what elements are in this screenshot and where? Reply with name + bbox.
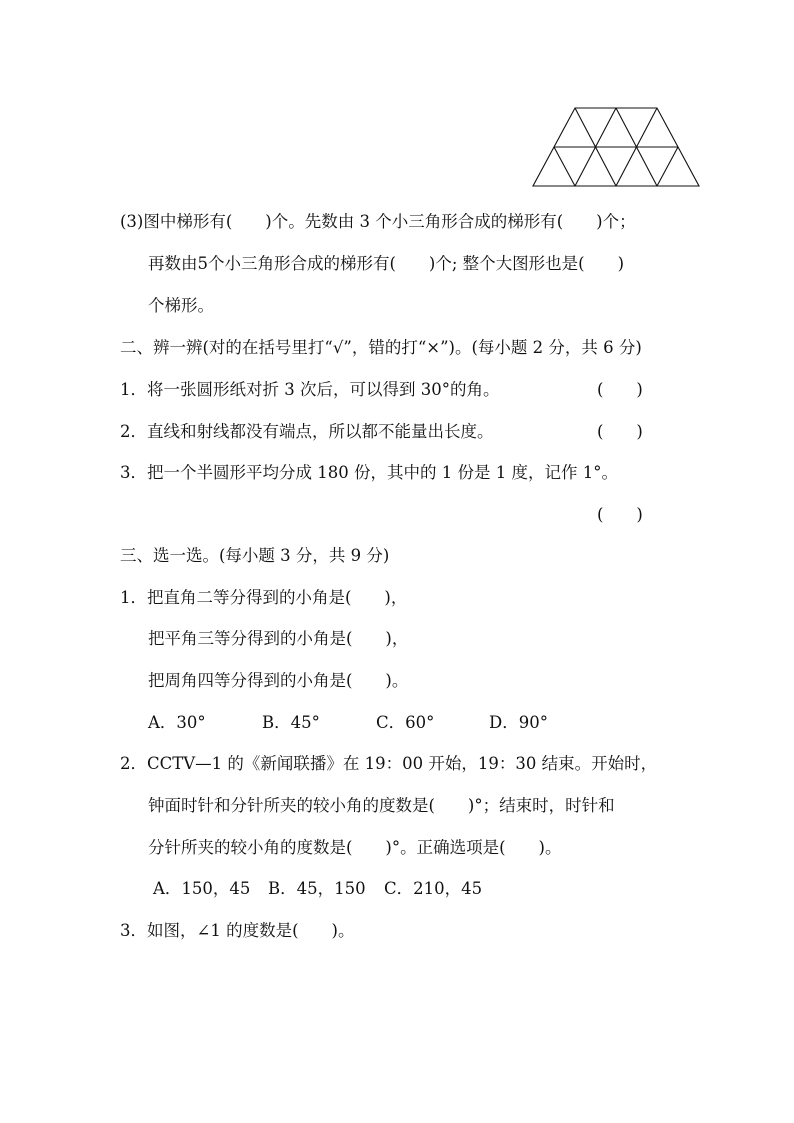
judge-item-2: 2．直线和射线都没有端点，所以都不能量出长度。 bbox=[120, 422, 494, 441]
choice-q1-line-3: 把周角四等分得到的小角是( )。 bbox=[148, 671, 409, 690]
section-2-heading: 二、辨一辨(对的在括号里打“√”，错的打“×”)。(每小题 2 分，共 6 分) bbox=[120, 338, 642, 357]
judge-item-1: 1．将一张圆形纸对折 3 次后，可以得到 30°的角。 bbox=[120, 380, 500, 399]
choice-q1-line-1: 1．把直角二等分得到的小角是( )， bbox=[120, 588, 408, 607]
choice-q2-line-3: 分针所夹的较小角的度数是( )°。正确选项是( )。 bbox=[148, 838, 562, 857]
choice-q2-option-b: B．45，150 bbox=[268, 879, 366, 898]
judge-item-3-blank: ( ) bbox=[597, 505, 643, 524]
choice-q2-option-c: C．210，45 bbox=[384, 879, 483, 898]
judge-item-3: 3．把一个半圆形平均分成 180 份，其中的 1 份是 1 度，记作 1°。 bbox=[120, 463, 618, 482]
choice-q1-option-b: B．45° bbox=[262, 713, 320, 732]
judge-item-1-blank: ( ) bbox=[597, 380, 643, 399]
q3-line-1: (3)图中梯形有( )个。先数由 3 个小三角形合成的梯形有( )个； bbox=[120, 212, 636, 231]
choice-q2-line-1: 2．CCTV—1 的《新闻联播》在 19：00 开始，19：30 结束。开始时， bbox=[120, 754, 658, 773]
choice-q1-option-c: C．60° bbox=[376, 713, 435, 732]
choice-q3-line-1: 3．如图，∠1 的度数是( )。 bbox=[120, 921, 355, 940]
choice-q1-option-d: D．90° bbox=[489, 713, 548, 732]
triangle-grid-figure bbox=[531, 106, 701, 188]
judge-item-2-blank: ( ) bbox=[597, 422, 643, 441]
choice-q2-option-a: A．150，45 bbox=[153, 879, 251, 898]
choice-q1-line-2: 把平角三等分得到的小角是( )， bbox=[148, 629, 409, 648]
section-3-heading: 三、选一选。(每小题 3 分，共 9 分) bbox=[120, 546, 390, 565]
q3-line-3: 个梯形。 bbox=[148, 296, 214, 315]
q3-line-2: 再数由5个小三角形合成的梯形有( )个; 整个大图形也是( ) bbox=[148, 254, 625, 273]
choice-q2-line-2: 钟面时针和分针所夹的较小角的度数是( )°；结束时，时针和 bbox=[148, 796, 615, 815]
choice-q1-option-a: A．30° bbox=[148, 713, 206, 732]
